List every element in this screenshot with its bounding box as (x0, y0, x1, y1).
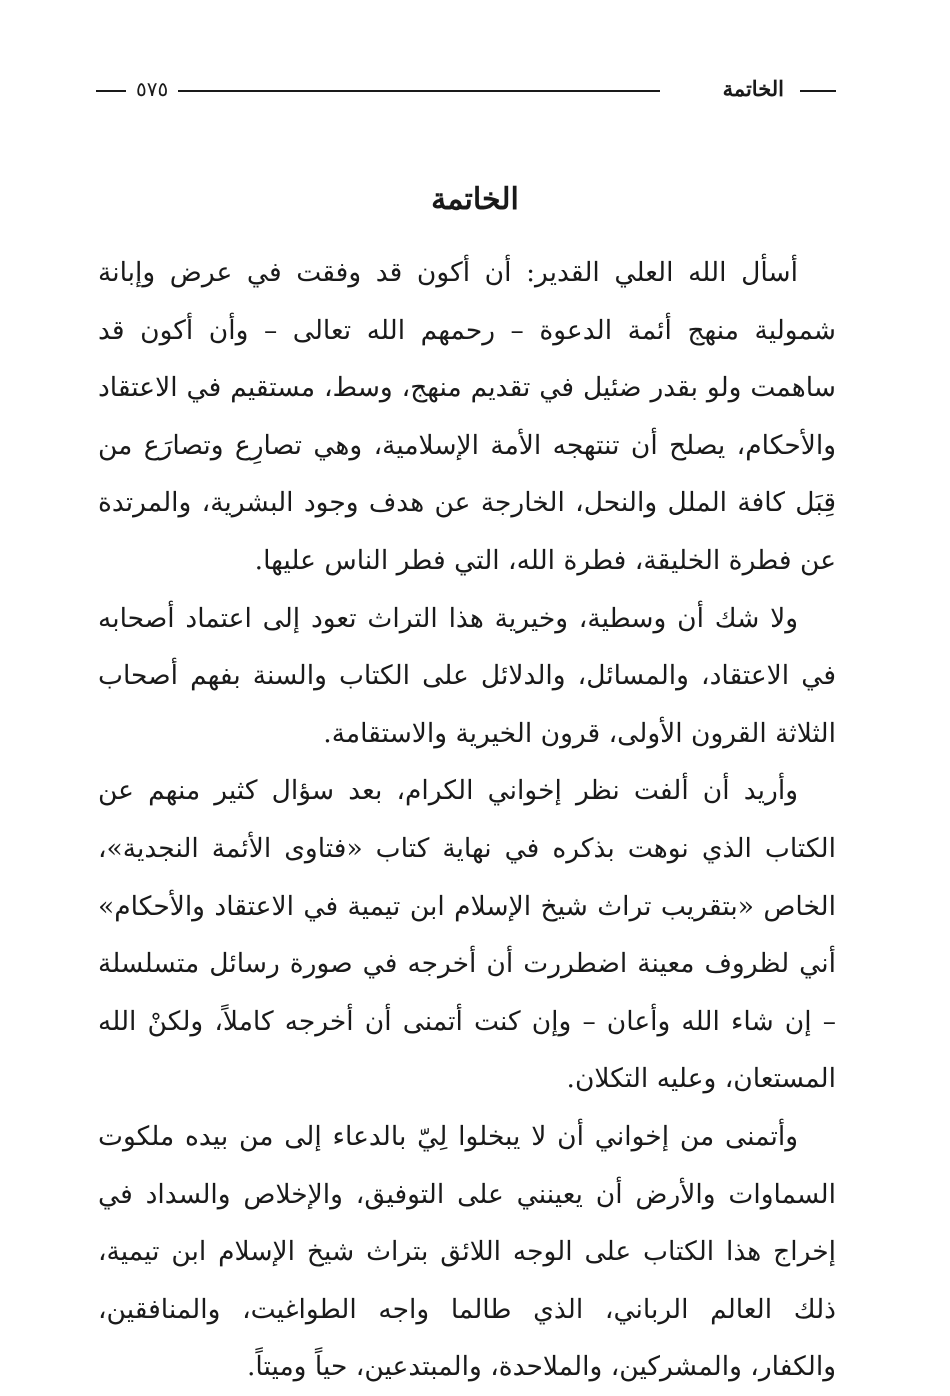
header-rule (178, 90, 660, 92)
paragraph: ولا شك أن وسطية، وخيرية هذا التراث تعود إلى اعتماد أصحابه في الاعتقاد، والمسائل، والدلائل على الكتاب والسنة بفهم أصحاب الثلاثة القرون الأولى، قرون الخيرية والاستقامة. (98, 602, 836, 749)
header-title: الخاتمة (722, 76, 784, 101)
header-dash-left (96, 90, 126, 92)
header-dash-right (800, 90, 836, 92)
chapter-title: الخاتمة (431, 182, 519, 217)
paragraph: أسأل الله العلي القدير: أن أكون قد وفقت في عرض وإبانة شمولية منهج أئمة الدعوة – رحمهم الله تعالى – وأن أكون قد ساهمت ولو بقدر ضئيل في تقديم منهج، وسط، مستقيم في الاعتقاد والأحكام، يصلح أن تنتهجه الأمة الإسلامية، وهي تصارِع وتصارَع من قِبَل كافة الملل والنحل، الخارجة عن هدف وجود البشرية، والمرتدة عن فطرة الخليقة، فطرة الله، التي فطر الناس عليها. (98, 257, 836, 576)
running-header (96, 74, 836, 106)
paragraph: وأتمنى من إخواني أن لا يبخلوا لِيّ بالدعاء إلى من بيده ملكوت السماوات والأرض أن يعينني على التوفيق، والإخلاص والسداد في إخراج هذا الكتاب على الوجه اللائق بتراث شيخ الإسلام ابن تيمية، ذلك العالم الرباني، الذي طالما واجه الطواغيت، والمنافقين، والكفار، والمشركين، والملاحدة، والمبتدعين، حياً وميتاً. (98, 1120, 836, 1383)
body-text (98, 244, 836, 1396)
paragraph: وأريد أن ألفت نظر إخواني الكرام، بعد سؤال كثير منهم عن الكتاب الذي نوهت بذكره في نهاية كتاب «فتاوى الأئمة النجدية»، الخاص «بتقريب تراث شيخ الإسلام ابن تيمية في الاعتقاد والأحكام» أني لظروف معينة اضطررت أن أخرجه في صورة رسائل متسلسلة – إن شاء الله وأعان – وإن كنت أتمنى أن أخرجه كاملاً، ولكنْ الله المستعان، وعليه التكلان. (98, 775, 836, 1095)
page-number: ٥٧٥ (136, 77, 169, 101)
